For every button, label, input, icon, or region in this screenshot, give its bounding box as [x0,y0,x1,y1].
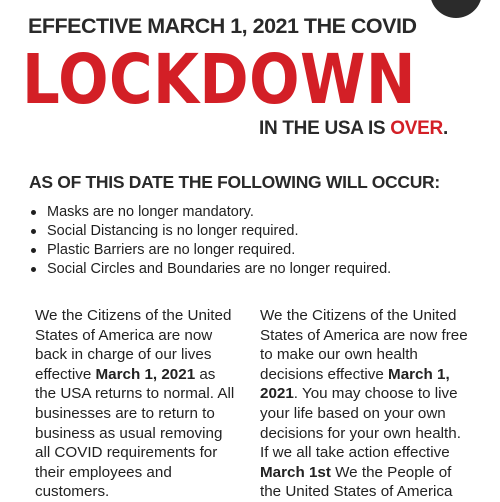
headline-over-line [259,118,448,140]
text-run: effective [35,365,96,383]
lockdown-title: LOCKDOWN [22,40,416,120]
right-column-paragraph [260,306,475,502]
headline-top-line: EFFECTIVE MARCH 1, 2021 THE COVID [28,14,417,38]
text-run: decisions effective [260,365,389,383]
paragraph-line [260,365,475,385]
bullet-text: Social Circles and Boundaries are no longer required. [47,261,392,277]
text-run: We the People of [330,463,452,481]
text-run: . You may choose to live [293,385,458,403]
section-subhead: AS OF THIS DATE THE FOLLOWING WILL OCCUR: [29,172,440,192]
paragraph-line: States of America are now free [260,326,468,344]
over-prefix: IN THE USA IS [259,118,391,139]
paragraph-line: to make our own health [260,346,418,364]
paragraph-line: business as usual removing [35,424,223,442]
paragraph-line: the United States of America [260,483,453,501]
bullet-text: Plastic Barriers are no longer required. [47,242,296,258]
paragraph-line: We the Citizens of the United [260,307,457,324]
paragraph-line: your life based on your own [260,404,446,422]
paragraph-line [260,384,475,404]
bold-date: 2021 [260,385,294,403]
bullet-icon [31,267,36,272]
over-suffix: . [442,118,448,139]
paragraph-line: businesses are to return to [35,404,215,422]
paragraph-line: decisions for your own health. [260,424,461,442]
text-run: as [195,365,216,383]
bullet-icon [31,210,36,215]
bullet-text: Masks are no longer mandatory. [47,204,254,220]
paragraph-line: We the Citizens of the United [35,307,232,324]
paragraph-line: If we all take action effective [260,444,450,462]
bullet-icon [31,248,36,253]
bold-date: March 1st [260,463,331,481]
paragraph-line [35,365,245,385]
bold-date: March 1, [388,365,450,383]
list-item [30,222,391,241]
list-item [30,203,391,222]
left-column-paragraph [35,306,245,502]
bullet-list [30,203,391,279]
list-item [30,260,391,279]
paragraph-line: the USA returns to normal. All [35,385,235,403]
paragraph-line [260,463,475,483]
paragraph-line: States of America are now [35,326,213,344]
bullet-icon [31,229,36,234]
list-item [30,241,391,260]
over-accent: OVER [390,118,443,139]
paragraph-line: their employees and [35,463,172,481]
paragraph-line: all COVID requirements for [35,444,218,462]
paragraph-line: back in charge of our lives [35,346,212,364]
bullet-text: Social Distancing is no longer required. [47,223,299,239]
paragraph-line: customers. [35,483,110,501]
bold-date: March 1, 2021 [95,365,196,383]
